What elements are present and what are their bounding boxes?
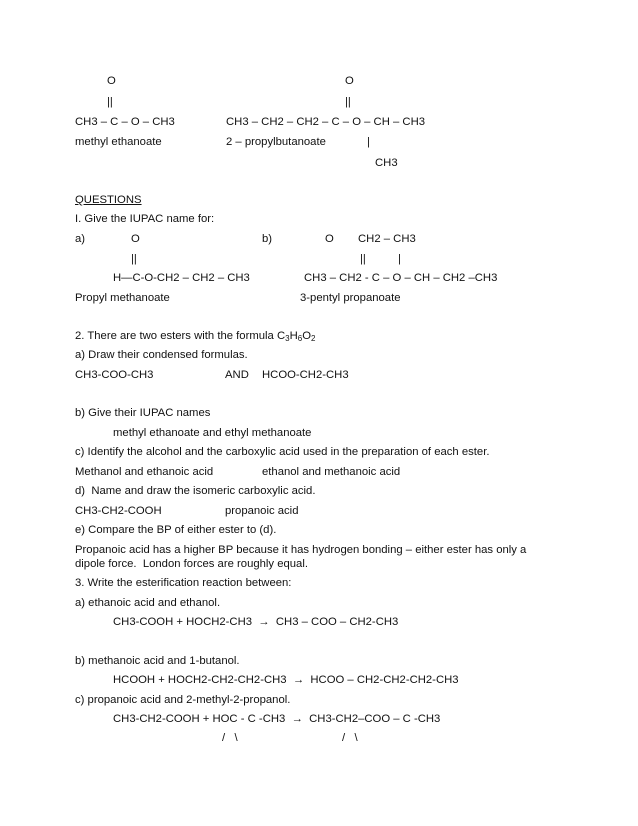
q2-d-answer-1: CH3-CH2-COOH xyxy=(75,505,162,517)
branch-bond: | xyxy=(367,136,370,148)
q2-b-prompt: b) Give their IUPAC names xyxy=(75,407,211,419)
q3-b-prompt: b) methanoic acid and 1-butanol. xyxy=(75,655,240,667)
name-methyl-ethanoate: methyl ethanoate xyxy=(75,136,162,148)
double-bond-left: || xyxy=(107,96,113,108)
q1-b-double-bond: || xyxy=(360,253,366,265)
q2-b-answer: methyl ethanoate and ethyl methanoate xyxy=(113,427,312,439)
carbonyl-oxygen-right: O xyxy=(345,75,354,87)
q3-c-branch-left: / \ xyxy=(222,732,238,744)
q2-oxygen: O xyxy=(302,330,312,342)
q2-d-answer-2: propanoic acid xyxy=(225,505,299,517)
q3-c-branch-right: / \ xyxy=(342,732,358,744)
q2-a-prompt: a) Draw their condensed formulas. xyxy=(75,349,248,361)
q1-prompt: I. Give the IUPAC name for: xyxy=(75,213,215,225)
double-bond-right: || xyxy=(345,96,351,108)
q2-a-answer-1: CH3-COO-CH3 xyxy=(75,369,154,381)
formula-propylbutanoate: CH3 – CH2 – CH2 – C – O – CH – CH3 xyxy=(226,116,426,128)
q2-e-prompt: e) Compare the BP of either ester to (d). xyxy=(75,524,277,536)
q3-b-equation: HCOOH + HOCH2-CH2-CH2-CH3 → HCOO – CH2-CH2-CH2-CH3 xyxy=(113,674,459,686)
branch-methyl: CH3 xyxy=(375,157,398,169)
q1-a-formula: H—C-O-CH2 – CH2 – CH3 xyxy=(113,272,250,284)
q1-a-carbonyl-oxygen: O xyxy=(131,233,140,245)
q1-b-carbonyl-oxygen: O xyxy=(325,233,334,245)
q1-a-double-bond: || xyxy=(131,253,137,265)
q3-c-equation: CH3-CH2-COOH + HOC - C -CH3 → CH3-CH2–COO – C -CH3 xyxy=(113,713,441,725)
q1-b-branch-bond: | xyxy=(398,253,401,265)
q1-b-answer: 3-pentyl propanoate xyxy=(300,292,401,304)
q2-e-answer-line-2: dipole force. London forces are roughly equal. xyxy=(75,558,308,570)
q2-a-answer-2: HCOO-CH2-CH3 xyxy=(262,369,349,381)
q2-c-prompt: c) Identify the alcohol and the carboxylic acid used in the preparation of each ester. xyxy=(75,446,490,458)
q2-subscript-carbon: 3 xyxy=(285,334,290,343)
q2-a-and: AND xyxy=(225,369,249,381)
q2-c-answer-2: ethanol and methanoic acid xyxy=(262,466,401,478)
q2-hydrogen: H xyxy=(289,330,298,342)
q2-d-prompt: d) Name and draw the isomeric carboxylic acid. xyxy=(75,485,316,497)
q2-e-answer-line-1: Propanoic acid has a higher BP because it has hydrogen bonding – either ester has only a xyxy=(75,544,527,556)
q1-b-branch: CH2 – CH3 xyxy=(358,233,416,245)
carbonyl-oxygen-left: O xyxy=(107,75,116,87)
q1-b-formula: CH3 – CH2 - C – O – CH – CH2 –CH3 xyxy=(304,272,498,284)
q2-subscript-oxygen: 2 xyxy=(311,334,316,343)
q2-prompt xyxy=(75,329,315,343)
q3-c-prompt: c) propanoic acid and 2-methyl-2-propanol. xyxy=(75,694,291,706)
q2-c-answer-1: Methanol and ethanoic acid xyxy=(75,466,214,478)
q2-prompt-text: 2. There are two esters with the formula C xyxy=(75,330,286,342)
q3-a-equation: CH3-COOH + HOCH2-CH3 → CH3 – COO – CH2-CH3 xyxy=(113,616,399,628)
q1-a-label: a) xyxy=(75,233,86,245)
q2-subscript-hydrogen: 6 xyxy=(297,334,303,343)
q3-prompt: 3. Write the esterification reaction between: xyxy=(75,577,292,589)
q1-a-answer: Propyl methanoate xyxy=(75,292,170,304)
formula-methyl-ethanoate: CH3 – C – O – CH3 xyxy=(75,116,175,128)
questions-heading: QUESTIONS xyxy=(75,194,142,206)
q1-b-label: b) xyxy=(262,233,273,245)
name-propylbutanoate: 2 – propylbutanoate xyxy=(226,136,326,148)
q3-a-prompt: a) ethanoic acid and ethanol. xyxy=(75,597,221,609)
